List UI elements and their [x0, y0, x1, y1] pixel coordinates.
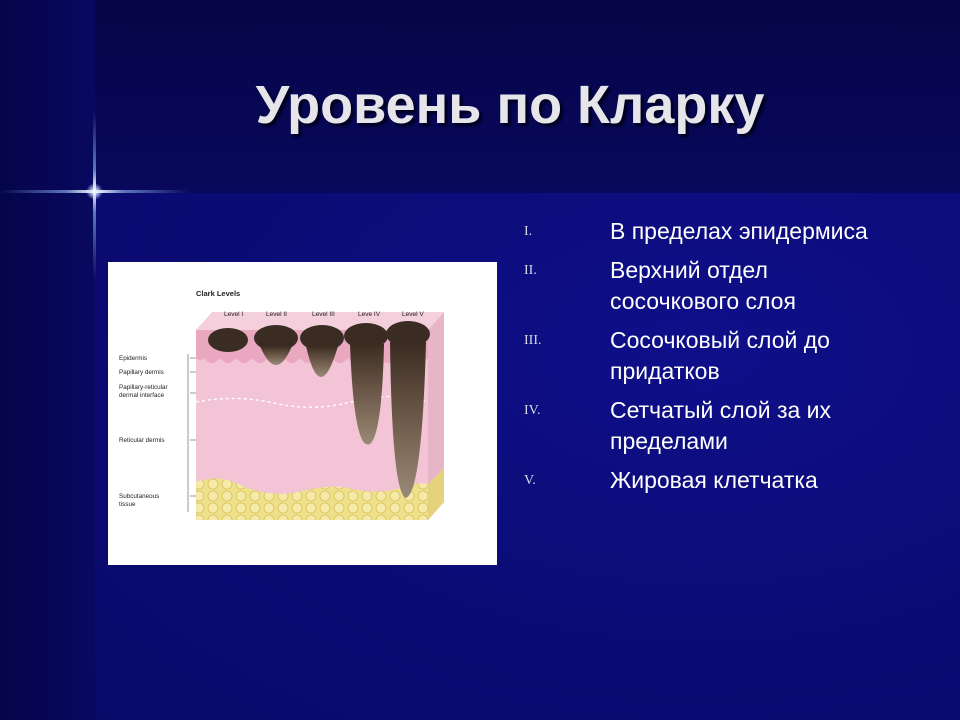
layer-label-papillary: Papillary dermis [119, 369, 164, 376]
list-item [524, 465, 904, 496]
level-label-5: Level V [402, 311, 424, 318]
level-label-4: Leve IV [358, 311, 381, 318]
skin-diagram [108, 262, 497, 565]
list-numeral: V. [524, 473, 536, 488]
level-label-1: Level I [224, 311, 244, 318]
tumor-level-1 [208, 328, 248, 352]
layer-label-reticular: Reticular dermis [119, 437, 165, 444]
layer-label-subcutaneous-2: tissue [119, 501, 136, 508]
figure-heading: Clark Levels [196, 289, 241, 298]
list-numeral: II. [524, 263, 537, 278]
sparkle-icon [86, 183, 103, 200]
list-numeral: I. [524, 224, 533, 239]
list-text: Жировая клетчатка [610, 467, 818, 493]
list-item [524, 216, 904, 247]
list-item [524, 255, 904, 317]
list-text: Верхний отдел сосочкового слоя [610, 257, 796, 314]
layer-label-interface-1: Papillary-reticular [119, 384, 168, 391]
list-text: В пределах эпидермиса [610, 218, 868, 244]
layer-label-interface-2: dermal interface [119, 392, 165, 399]
level-label-2: Level II [266, 311, 287, 318]
list-text: Сетчатый слой за их пределами [610, 397, 832, 454]
slide-title: Уровень по Кларку [255, 75, 765, 135]
level-label-3: Level III [312, 311, 335, 318]
leader-lines [188, 354, 196, 512]
list-numeral: III. [524, 333, 542, 348]
list-item [524, 325, 904, 387]
layer-label-subcutaneous-1: Subcutaneous [119, 493, 160, 500]
clark-level-list [524, 216, 904, 504]
list-item [524, 395, 904, 457]
list-numeral: IV. [524, 403, 541, 418]
list-text: Сосочковый слой до придатков [610, 327, 830, 384]
clark-levels-figure [108, 262, 497, 565]
layer-label-epidermis: Epidermis [119, 355, 147, 362]
